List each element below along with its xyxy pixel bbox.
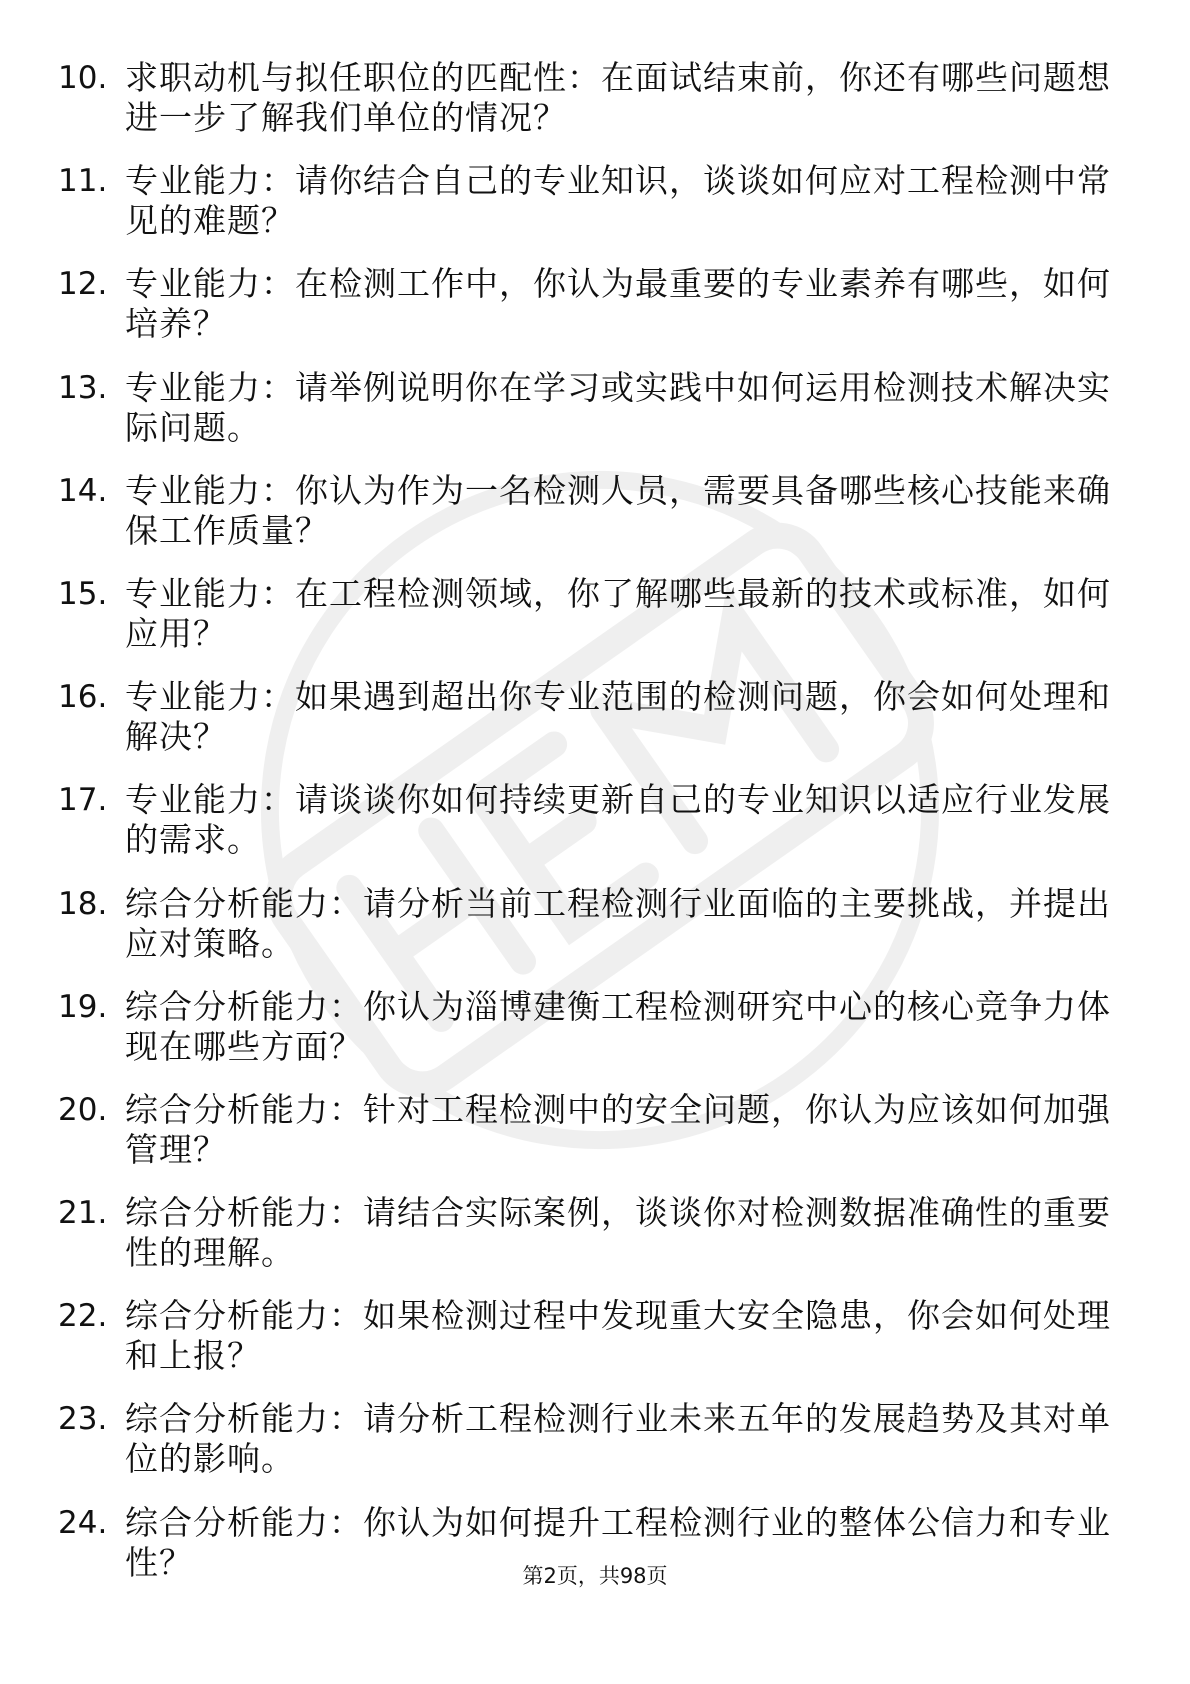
item-number: 13. <box>58 369 108 406</box>
item-number: 20. <box>58 1091 108 1128</box>
list-item <box>0 58 1190 161</box>
item-number: 17. <box>58 782 108 819</box>
list-item <box>0 987 1190 1090</box>
item-number: 12. <box>58 266 108 303</box>
item-text: 专业能力：请你结合自己的专业知识，谈谈如何应对工程检测中常见的难题？ <box>125 161 1111 241</box>
list-item <box>0 264 1190 367</box>
item-text: 求职动机与拟任职位的匹配性：在面试结束前，你还有哪些问题想进一步了解我们单位的情况？ <box>125 58 1111 137</box>
list-item <box>0 677 1190 780</box>
list-item <box>0 1296 1190 1399</box>
item-text: 专业能力：你认为作为一名检测人员，需要具备哪些核心技能来确保工作质量？ <box>125 470 1111 550</box>
item-text: 综合分析能力：你认为如何提升工程检测行业的整体公信力和专业性？ <box>125 1502 1111 1582</box>
item-number: 11. <box>58 163 108 200</box>
list-item <box>0 368 1190 471</box>
item-text: 综合分析能力：请分析当前工程检测行业面临的主要挑战，并提出应对策略。 <box>125 883 1111 963</box>
item-text: 专业能力：在检测工作中，你认为最重要的专业素养有哪些，如何培养？ <box>125 264 1111 344</box>
item-number: 18. <box>58 885 108 922</box>
item-number: 14. <box>58 472 108 509</box>
item-number: 21. <box>58 1195 108 1232</box>
item-text: 专业能力：请谈谈你如何持续更新自己的专业知识以适应行业发展的需求。 <box>125 780 1111 860</box>
list-item <box>0 161 1190 264</box>
item-text: 综合分析能力：请分析工程检测行业未来五年的发展趋势及其对单位的影响。 <box>125 1399 1111 1479</box>
list-item <box>0 574 1190 677</box>
item-number: 10. <box>58 60 108 96</box>
list-item <box>0 1090 1190 1193</box>
item-number: 23. <box>58 1401 108 1438</box>
item-text: 综合分析能力：你认为淄博建衡工程检测研究中心的核心竞争力体现在哪些方面？ <box>125 986 1111 1066</box>
page-footer: 第2页，共98页 <box>522 1564 668 1588</box>
list-item <box>0 1399 1190 1502</box>
item-text: 综合分析能力：如果检测过程中发现重大安全隐患，你会如何处理和上报？ <box>125 1296 1111 1376</box>
list-item <box>0 1503 1190 1606</box>
list-item <box>0 1193 1190 1296</box>
item-text: 综合分析能力：针对工程检测中的安全问题，你认为应该如何加强管理？ <box>125 1089 1111 1169</box>
list-item <box>0 780 1190 883</box>
item-number: 15. <box>58 575 108 612</box>
item-number: 19. <box>58 988 108 1025</box>
item-text: 专业能力：请举例说明你在学习或实践中如何运用检测技术解决实际问题。 <box>125 367 1111 447</box>
item-text: 专业能力：在工程检测领域，你了解哪些最新的技术或标准，如何应用？ <box>125 573 1111 653</box>
item-number: 16. <box>58 679 108 716</box>
list-item <box>0 884 1190 987</box>
item-text: 专业能力：如果遇到超出你专业范围的检测问题，你会如何处理和解决？ <box>125 677 1111 757</box>
item-text: 综合分析能力：请结合实际案例，谈谈你对检测数据准确性的重要性的理解。 <box>125 1193 1111 1273</box>
item-number: 22. <box>58 1298 108 1335</box>
question-list <box>0 58 1190 1606</box>
list-item <box>0 471 1190 574</box>
item-number: 24. <box>58 1504 108 1541</box>
